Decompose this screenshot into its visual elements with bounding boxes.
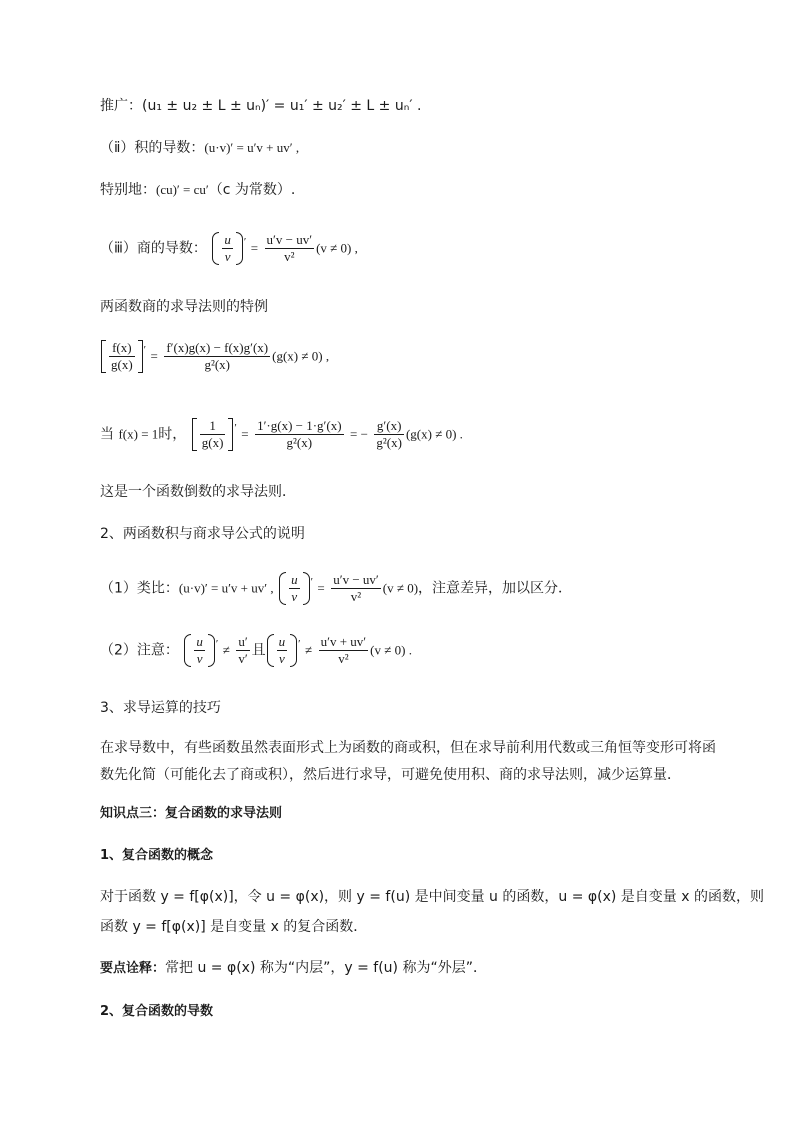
attention-lhs-fraction — [194, 634, 205, 667]
when-condition: f(x) = 1 — [118, 426, 159, 442]
analogy-note: ，注意差异，加以区分． — [418, 580, 573, 597]
analogy-lhs-fraction — [289, 572, 300, 605]
one-lhs-denominator: g(x) — [201, 435, 224, 450]
analogy-rhs-denominator: v² — [350, 589, 362, 604]
one-lhs-numerator: 1 — [200, 418, 226, 435]
fg-lhs-numerator: f(x) — [109, 340, 135, 357]
quotient-lhs-paren — [211, 232, 247, 265]
analogy-product-formula: (u·v)′ = u′v + uv′ , — [178, 580, 274, 596]
section-3-title-text: 3、求导运算的技巧 — [100, 700, 221, 716]
one-rhs-fraction — [374, 418, 404, 451]
special-case-note: （c 为常数）. — [208, 182, 296, 198]
analogy-label: （1）类比： — [100, 580, 179, 597]
fg-equals: = — [150, 348, 158, 364]
composite-derivative-title-text: 2、复合函数的导数 — [100, 1004, 214, 1019]
knowledge-point-3-title-text: 知识点三：复合函数的求导法则 — [100, 806, 283, 821]
attention-prime-mark-1: ′ — [215, 638, 219, 650]
attention-rhs-denominator: v² — [338, 651, 349, 666]
knowledge-point-3-title — [100, 804, 282, 824]
tip-paragraph-line-1 — [100, 738, 716, 758]
special-case-label: 特别地： — [100, 182, 156, 198]
explanation-line — [100, 958, 487, 979]
quotient-condition: (v ≠ 0) , — [316, 240, 358, 256]
product-rule-label: （ⅱ）积的导数： — [100, 140, 205, 156]
quotient-rhs-denominator: v² — [284, 249, 295, 264]
reciprocal-line — [100, 418, 463, 451]
reciprocal-rule-line — [100, 482, 296, 502]
quotient-rhs-numerator: u′v − uv′ — [266, 232, 313, 247]
one-lhs-bracket — [191, 418, 235, 451]
special-case-line — [100, 180, 295, 200]
composite-derivative-title — [100, 1002, 213, 1022]
explanation-text: 常把 u = φ(x) 称为“内层”，y = f(u) 称为“外层”． — [165, 960, 487, 976]
fg-prime-mark: ′ — [143, 344, 147, 356]
tip-paragraph-text-2: 数先化简（可能化去了商或积），然后进行求导，可避免使用积、商的求导法则，减少运算量． — [100, 767, 681, 783]
one-prime-mark: ′ — [234, 422, 237, 434]
composite-definition-text-2: 函数 y = f[φ(x)] 是自变量 x 的复合函数． — [100, 919, 368, 935]
attention-lhs2-numerator: u — [278, 634, 286, 649]
attention-mid-denominator: v′ — [238, 651, 248, 666]
analogy-rhs-fraction — [331, 572, 381, 605]
composite-definition-text-1: 对于函数 y = f[φ(x)]，令 u = φ(x)，则 y = f(u) 是中间变量 u 的函数，u = φ(x) 是自变量 x 的函数，则 — [100, 889, 764, 905]
composite-concept-title — [100, 846, 213, 866]
attention-prime-mark-2: ′ — [298, 638, 301, 650]
quotient-lhs-denominator: v — [224, 249, 231, 264]
product-rule-line — [100, 138, 299, 158]
attention-rhs-numerator: u′v + uv′ — [320, 634, 367, 649]
composite-concept-title-text: 1、复合函数的概念 — [100, 848, 214, 863]
fg-rhs-fraction — [164, 340, 270, 373]
analogy-quotient-paren — [278, 572, 311, 605]
generalization-text: 推广：(u₁ ± u₂ ± L ± uₙ)′ = u₁′ ± u₂′ ± L ± uₙ′ . — [100, 98, 422, 114]
one-rhs-numerator: g′(x) — [374, 418, 404, 435]
attention-label: （2）注意： — [100, 642, 179, 659]
section-3-title — [100, 698, 221, 718]
quotient-rhs-fraction — [265, 232, 315, 265]
attention-lhs-denominator: v — [196, 651, 203, 666]
one-mid-numerator: 1′·g(x) − 1·g′(x) — [257, 418, 342, 433]
fg-rhs-numerator: f′(x)g(x) − f(x)g′(x) — [166, 340, 269, 355]
one-mid-denominator: g²(x) — [286, 435, 313, 450]
composite-definition-line-2 — [100, 917, 367, 937]
attention-lhs-paren — [183, 634, 219, 667]
quotient-equals: = — [250, 240, 259, 256]
analogy-lhs-numerator: u — [291, 572, 298, 587]
special-case-title-text: 两函数商的求导法则的特例 — [100, 299, 268, 315]
fg-lhs-fraction — [109, 340, 135, 373]
section-2-title-text: 2、两函数积与商求导公式的说明 — [100, 526, 305, 542]
special-case-formula: (cu)′ = cu′ — [156, 182, 209, 197]
generalization-line — [100, 96, 421, 116]
one-equals-1: = — [241, 426, 249, 442]
attention-lhs2-paren — [266, 634, 299, 667]
analogy-equals: = — [317, 580, 325, 596]
one-lhs-fraction — [200, 418, 226, 451]
fg-condition: (g(x) ≠ 0) , — [272, 348, 330, 364]
product-rule-formula: (u·v)′ = u′v + uv′ , — [204, 140, 300, 155]
attention-rhs-fraction — [319, 634, 369, 667]
attention-mid-fraction — [236, 634, 249, 667]
attention-lhs2-fraction — [277, 634, 288, 667]
explanation-label: 要点诠释： — [100, 961, 166, 976]
tip-paragraph-line-2 — [100, 765, 681, 785]
section-2-title — [100, 524, 305, 544]
one-rhs-denominator: g²(x) — [376, 435, 402, 450]
quotient-prime-mark: ′ — [243, 236, 247, 248]
fg-rhs-denominator: g²(x) — [204, 357, 231, 372]
special-case-title — [100, 297, 268, 317]
tip-paragraph-text-1: 在求导数中，有些函数虽然表面形式上为函数的商或积，但在求导前利用代数或三角恒等变形可将函 — [100, 740, 716, 756]
attention-and: 且 — [251, 642, 266, 659]
quotient-lhs-fraction — [222, 232, 233, 265]
analogy-rhs-numerator: u′v − uv′ — [333, 572, 379, 587]
when-suffix: 时， — [158, 426, 187, 443]
reciprocal-rule-text: 这是一个函数倒数的求导法则． — [100, 484, 296, 500]
attention-neq-2: ≠ — [305, 642, 313, 658]
when-prefix: 当 — [100, 426, 114, 443]
one-mid-fraction — [255, 418, 344, 451]
attention-lhs-numerator: u — [196, 634, 203, 649]
composite-definition-line-1 — [100, 887, 764, 907]
quotient-rule-label: （ⅲ）商的导数： — [100, 240, 207, 257]
fg-lhs-bracket — [100, 340, 147, 373]
analogy-lhs-denominator: v — [291, 589, 298, 604]
analogy-condition: (v ≠ 0) — [382, 580, 419, 596]
attention-neq-1: ≠ — [222, 642, 230, 658]
quotient-lhs-numerator: u — [224, 232, 231, 247]
analogy-line — [100, 572, 572, 605]
one-condition: (g(x) ≠ 0) . — [405, 426, 463, 442]
attention-condition: (v ≠ 0) . — [370, 642, 412, 658]
fg-lhs-denominator: g(x) — [111, 357, 133, 372]
attention-line — [100, 634, 412, 667]
analogy-prime-mark: ′ — [310, 576, 313, 588]
one-equals-2: = − — [350, 426, 368, 442]
fg-quotient-line — [100, 340, 329, 373]
quotient-rule-line — [100, 232, 358, 265]
attention-mid-numerator: u′ — [238, 634, 248, 649]
attention-lhs2-denominator: v — [279, 651, 285, 666]
